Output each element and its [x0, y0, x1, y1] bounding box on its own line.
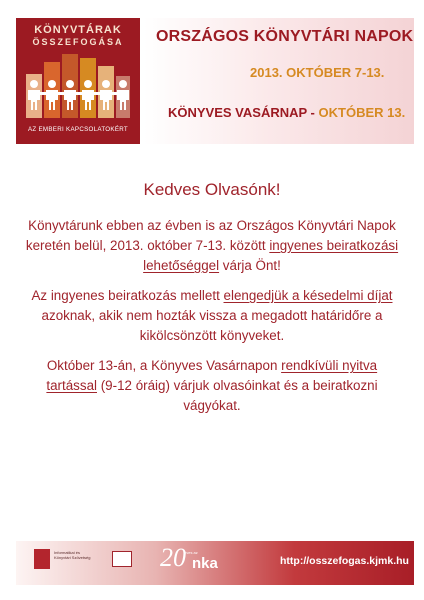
- iksz-logo-icon: [34, 549, 50, 569]
- event-dates: 2013. OKTÓBER 7-13.: [250, 65, 385, 80]
- logo-line2: ÖSSZEFOGÁSA: [32, 37, 124, 47]
- book-badge-icon: [112, 551, 132, 567]
- p3-text-b: (9-12 óráig) várjuk olvasóinkat és a beiratkozni vágyókat.: [97, 378, 378, 413]
- p2-text-b: azoknak, akik nem hozták vissza a megadott határidőre a kikölcsönzött könyveket.: [41, 308, 383, 343]
- logo-tagline: AZ EMBERI KAPCSOLATOKÉRT: [27, 126, 129, 133]
- p1-text-a: Könyvtárunk ebben az évben is az Országos Könyvtári Napok keretén belül, 2013. október 7-13. között: [25, 218, 396, 253]
- p1-text-b: várja Önt!: [219, 258, 281, 273]
- paragraph-1: [22, 216, 402, 276]
- p2-underlined: elengedjük a késedelmi díjat: [223, 288, 393, 303]
- p3-text-a: Október 13-án, a Könyves Vasárnapon: [46, 358, 282, 373]
- sunday-label: KÖNYVES VASÁRNAP -: [168, 105, 315, 120]
- iksz-name: Informatikai és Könyvtári Szövetség: [54, 550, 91, 560]
- logo-line1: KÖNYVTÁRAK: [34, 24, 122, 36]
- anniversary-number: 20: [160, 543, 186, 572]
- p1-underlined: ingyenes beiratkozási lehetőséggel: [143, 238, 399, 273]
- nka-logo: nka: [192, 555, 218, 572]
- letter-body: [22, 180, 402, 426]
- logo: [16, 18, 140, 144]
- greeting: Kedves Olvasónk!: [143, 180, 281, 199]
- website-link[interactable]: http://osszefogas.kjmk.hu: [280, 555, 409, 567]
- footer-banner: [16, 541, 414, 585]
- event-title: ORSZÁGOS KÖNYVTÁRI NAPOK: [156, 28, 414, 45]
- anniversary-word: éves az: [184, 550, 198, 555]
- sunday-date: OKTÓBER 13.: [318, 105, 406, 120]
- header: [16, 18, 414, 144]
- sunday-line: [168, 105, 405, 120]
- paragraph-2: [22, 286, 402, 346]
- p2-text-a: Az ingyenes beiratkozás mellett: [31, 288, 224, 303]
- p3-underlined: rendkívüli nyitva tartással: [46, 358, 378, 393]
- paragraph-3: [22, 356, 402, 416]
- logo-people-graphic: [26, 54, 130, 118]
